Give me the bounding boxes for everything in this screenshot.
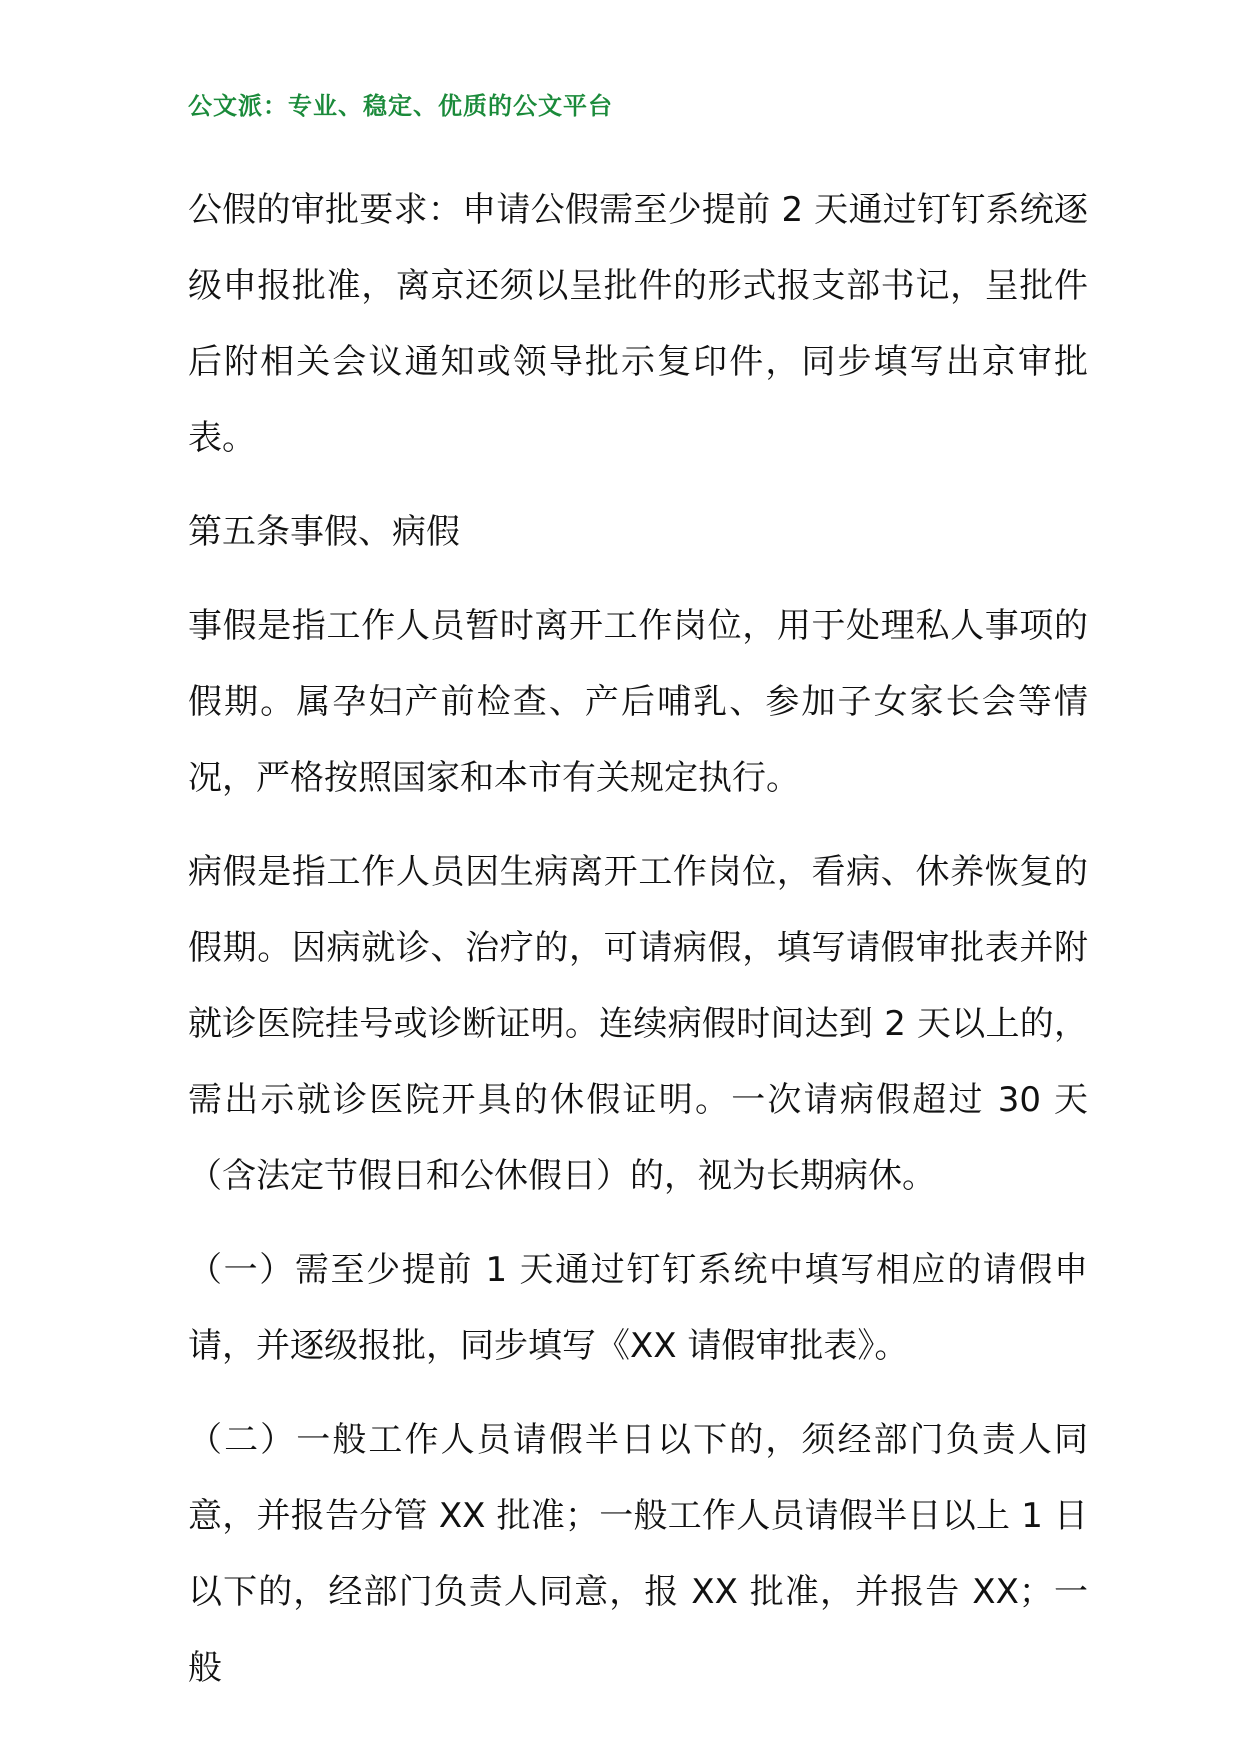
paragraph-personal-leave: 事假是指工作人员暂时离开工作岗位，用于处理私人事项的假期。属孕妇产前检查、产后哺乳、参加子女家长会等情况，严格按照国家和本市有关规定执行。	[188, 606, 1088, 798]
section-heading: 第五条事假、病假	[188, 512, 460, 552]
paragraph-sick-leave: 病假是指工作人员因生病离开工作岗位，看病、休养恢复的假期。因病就诊、治疗的，可请病假，填写请假审批表并附就诊医院挂号或诊断证明。连续病假时间达到 2 天以上的，需出示就诊医院开具的休假证明。一次请病假超过 30 天（含法定节假日和公休假日）的，视为长期病休。	[188, 852, 1088, 1196]
paragraph-item-one: （一）需至少提前 1 天通过钉钉系统中填写相应的请假申请，并逐级报批，同步填写《XX 请假审批表》。	[188, 1250, 1088, 1366]
document-body	[188, 172, 1088, 1724]
paragraph-public-leave: 公假的审批要求：申请公假需至少提前 2 天通过钉钉系统逐级申报批准，离京还须以呈批件的形式报支部书记，呈批件后附相关会议通知或领导批示复印件，同步填写出京审批表。	[188, 190, 1088, 458]
paragraph-item-two: （二）一般工作人员请假半日以下的，须经部门负责人同意，并报告分管 XX 批准；一般工作人员请假半日以上 1 日以下的，经部门负责人同意，报 XX 批准，并报告 XX；一般	[188, 1420, 1088, 1688]
document-header: 公文派：专业、稳定、优质的公文平台	[188, 92, 613, 120]
